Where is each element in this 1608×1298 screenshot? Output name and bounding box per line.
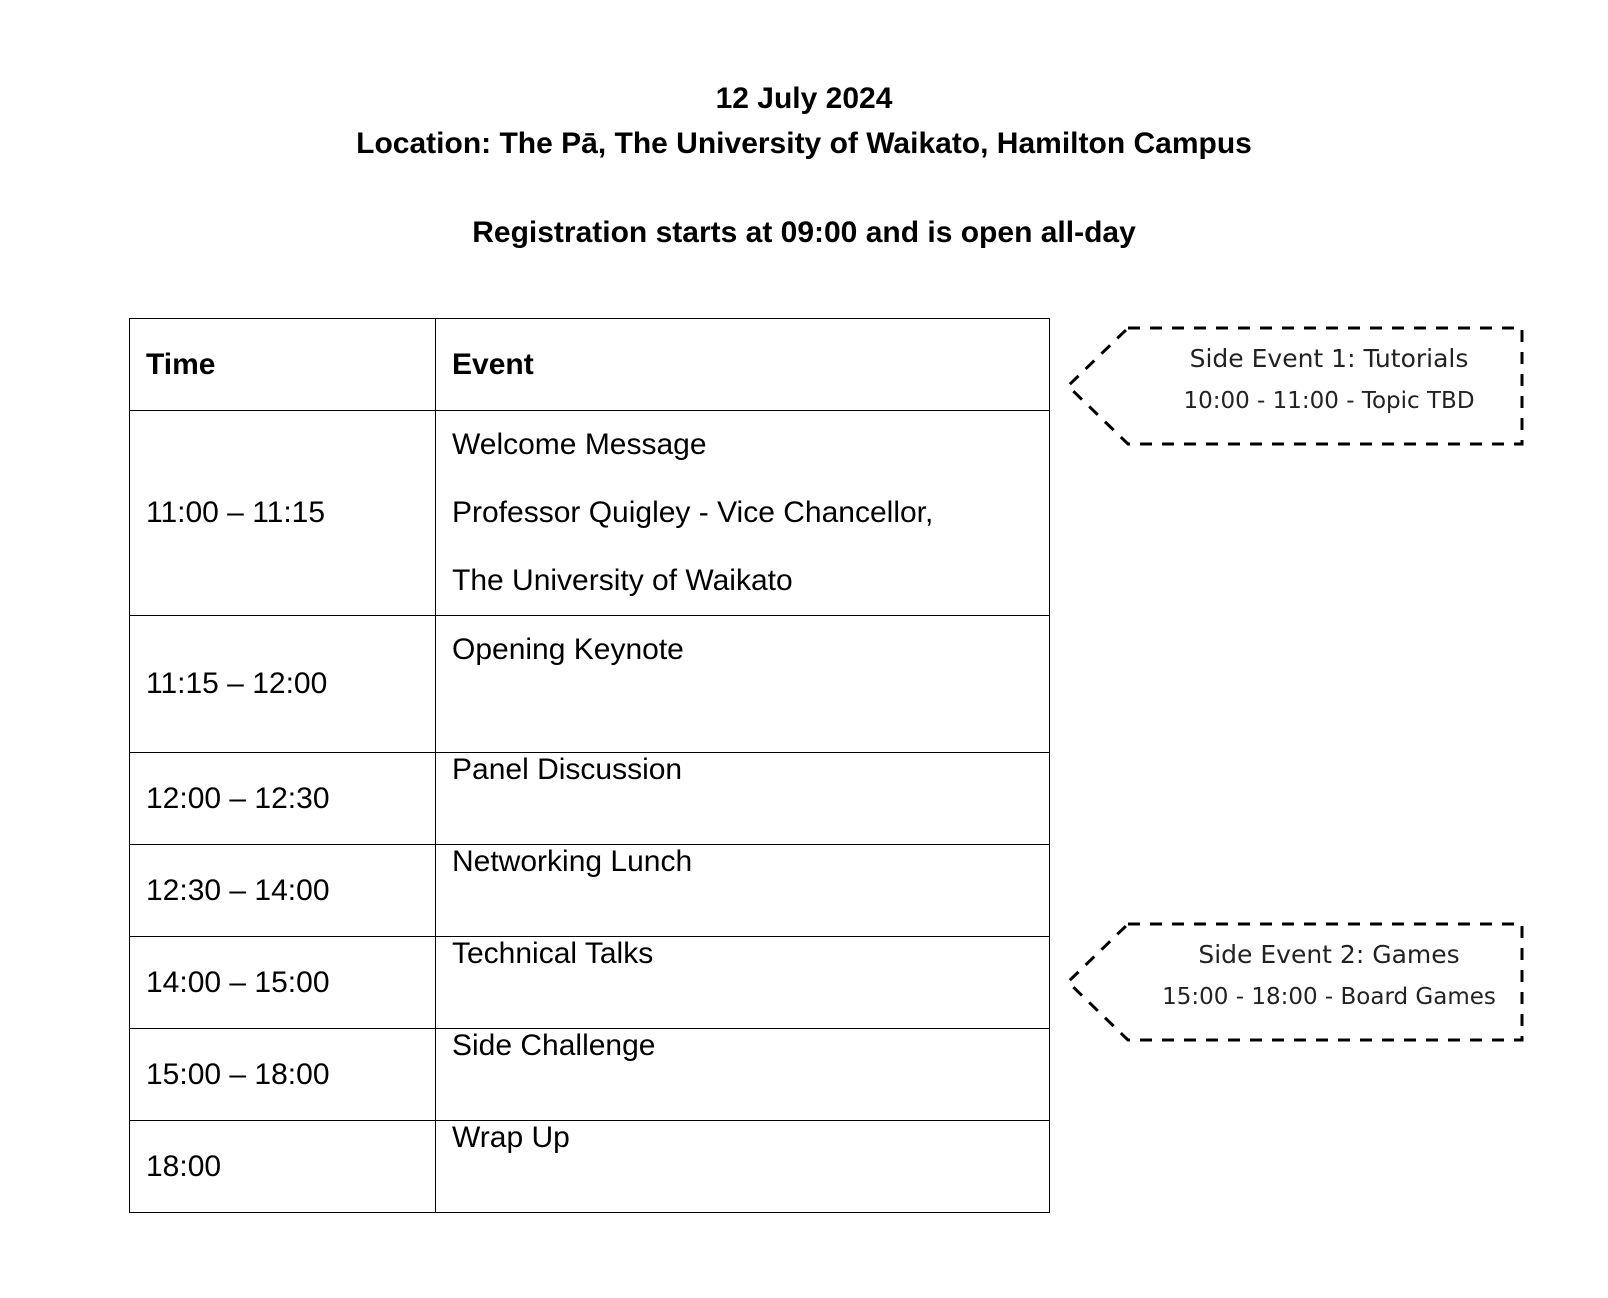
time-cell: 15:00 – 18:00 bbox=[130, 1029, 436, 1121]
event-date: 12 July 2024 bbox=[715, 82, 893, 115]
column-header-event: Event bbox=[436, 319, 1050, 411]
time-cell: 12:30 – 14:00 bbox=[130, 845, 436, 937]
event-location: Location: The Pā, The University of Waikato, Hamilton Campus bbox=[356, 127, 1252, 160]
callout-pointer-shape bbox=[1062, 918, 1532, 1046]
time-cell: 11:00 – 11:15 bbox=[130, 411, 436, 616]
event-line: The University of Waikato bbox=[452, 564, 793, 597]
event-cell: Networking Lunch bbox=[436, 845, 1050, 937]
registration-note: Registration starts at 09:00 and is open all-day bbox=[472, 216, 1136, 249]
event-cell: Panel Discussion bbox=[436, 753, 1050, 845]
side-event-title: Side Event 1: Tutorials bbox=[1189, 344, 1469, 373]
table-header-row bbox=[130, 319, 1050, 411]
event-cell: Side Challenge bbox=[436, 1029, 1050, 1121]
event-cell: Wrap Up bbox=[436, 1121, 1050, 1213]
table-row bbox=[130, 411, 1050, 616]
schedule-table bbox=[129, 318, 1050, 1213]
event-line: Opening Keynote bbox=[452, 633, 684, 666]
side-event-callout-games bbox=[1062, 918, 1532, 1046]
event-line: Professor Quigley - Vice Chancellor, bbox=[452, 496, 934, 529]
time-cell: 12:00 – 12:30 bbox=[130, 753, 436, 845]
event-cell bbox=[436, 411, 1050, 616]
table-row bbox=[130, 1029, 1050, 1121]
event-cell: Technical Talks bbox=[436, 937, 1050, 1029]
event-cell bbox=[436, 616, 1050, 753]
side-event-title: Side Event 2: Games bbox=[1198, 940, 1460, 969]
table-row bbox=[130, 937, 1050, 1029]
table-row bbox=[130, 1121, 1050, 1213]
table-row bbox=[130, 616, 1050, 753]
time-cell: 18:00 bbox=[130, 1121, 436, 1213]
side-event-callout-tutorials bbox=[1062, 322, 1532, 450]
table-row bbox=[130, 753, 1050, 845]
time-cell: 11:15 – 12:00 bbox=[130, 616, 436, 753]
time-cell: 14:00 – 15:00 bbox=[130, 937, 436, 1029]
side-event-detail: 15:00 - 18:00 - Board Games bbox=[1162, 984, 1496, 1010]
callout-pointer-shape bbox=[1062, 322, 1532, 450]
side-event-detail: 10:00 - 11:00 - Topic TBD bbox=[1183, 388, 1475, 414]
column-header-time: Time bbox=[130, 319, 436, 411]
table-row bbox=[130, 845, 1050, 937]
event-line: Welcome Message bbox=[452, 428, 707, 461]
